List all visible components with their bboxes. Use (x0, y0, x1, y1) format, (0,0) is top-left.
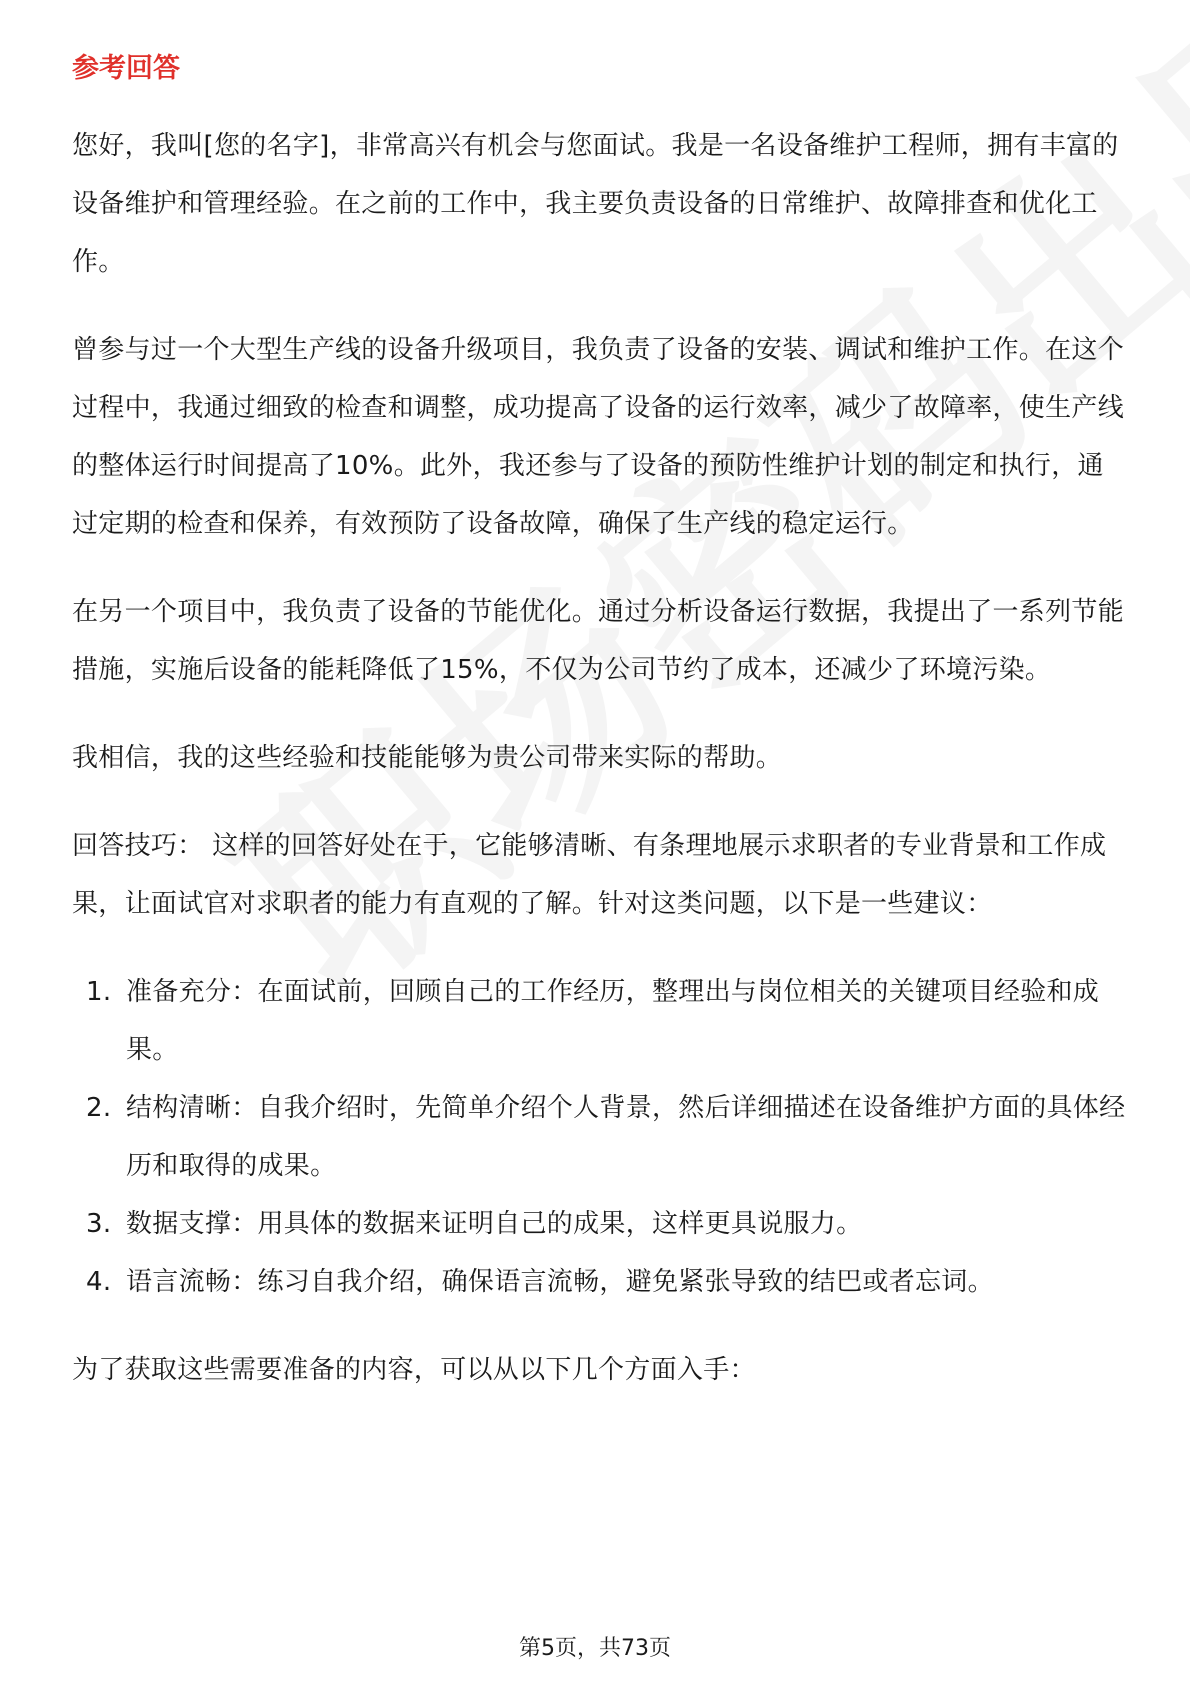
list-item-number: 2. (86, 1093, 112, 1123)
paragraph-project-energy: 在另一个项目中，我负责了设备的节能优化。通过分析设备运行数据，我提出了一系列节能措施，实施后设备的能耗降低了15%，不仅为公司节约了成本，还减少了环境污染。 (72, 597, 1125, 685)
list-item (72, 1079, 1127, 1195)
list-item-number: 4. (86, 1267, 112, 1297)
section-heading: 参考回答 (72, 53, 180, 84)
page-number-footer: 第5页，共73页 (519, 1636, 671, 1661)
paragraph-tips-intro: 回答技巧： 这样的回答好处在于，它能够清晰、有条理地展示求职者的专业背景和工作成果，让面试官对求职者的能力有直观的了解。针对这类问题，以下是一些建议： (72, 831, 1107, 919)
paragraph-project-upgrade: 曾参与过一个大型生产线的设备升级项目，我负责了设备的安装、调试和维护工作。在这个过程中，我通过细致的检查和调整，成功提高了设备的运行效率，减少了故障率，使生产线的整体运行时间提高了10%。此外，我还参与了设备的预防性维护计划的制定和执行，通过定期的检查和保养，有效预防了设备故障，确保了生产线的稳定运行。 (72, 335, 1125, 539)
paragraph-intro: 您好，我叫[您的名字]，非常高兴有机会与您面试。我是一名设备维护工程师，拥有丰富的设备维护和管理经验。在之前的工作中，我主要负责设备的日常维护、故障排查和优化工作。 (72, 131, 1119, 277)
list-item (72, 963, 1127, 1079)
paragraph-closing: 为了获取这些需要准备的内容，可以从以下几个方面入手： (72, 1355, 756, 1385)
list-item (72, 1195, 1127, 1253)
answer-content (72, 117, 1127, 1429)
list-item-text: 结构清晰：自我介绍时，先简单介绍个人背景，然后详细描述在设备维护方面的具体经历和取得的成果。 (126, 1093, 1126, 1181)
list-item (72, 1253, 1127, 1311)
paragraph-conclusion: 我相信，我的这些经验和技能能够为贵公司带来实际的帮助。 (72, 743, 783, 773)
list-item-text: 语言流畅：练习自我介绍，确保语言流畅，避免紧张导致的结巴或者忘词。 (126, 1267, 994, 1297)
list-item-number: 3. (86, 1209, 112, 1239)
list-item-text: 准备充分：在面试前，回顾自己的工作经历，整理出与岗位相关的关键项目经验和成果。 (126, 977, 1100, 1065)
list-item-text: 数据支撑：用具体的数据来证明自己的成果，这样更具说服力。 (126, 1209, 863, 1239)
list-item-number: 1. (86, 977, 112, 1007)
tips-list (72, 963, 1127, 1311)
